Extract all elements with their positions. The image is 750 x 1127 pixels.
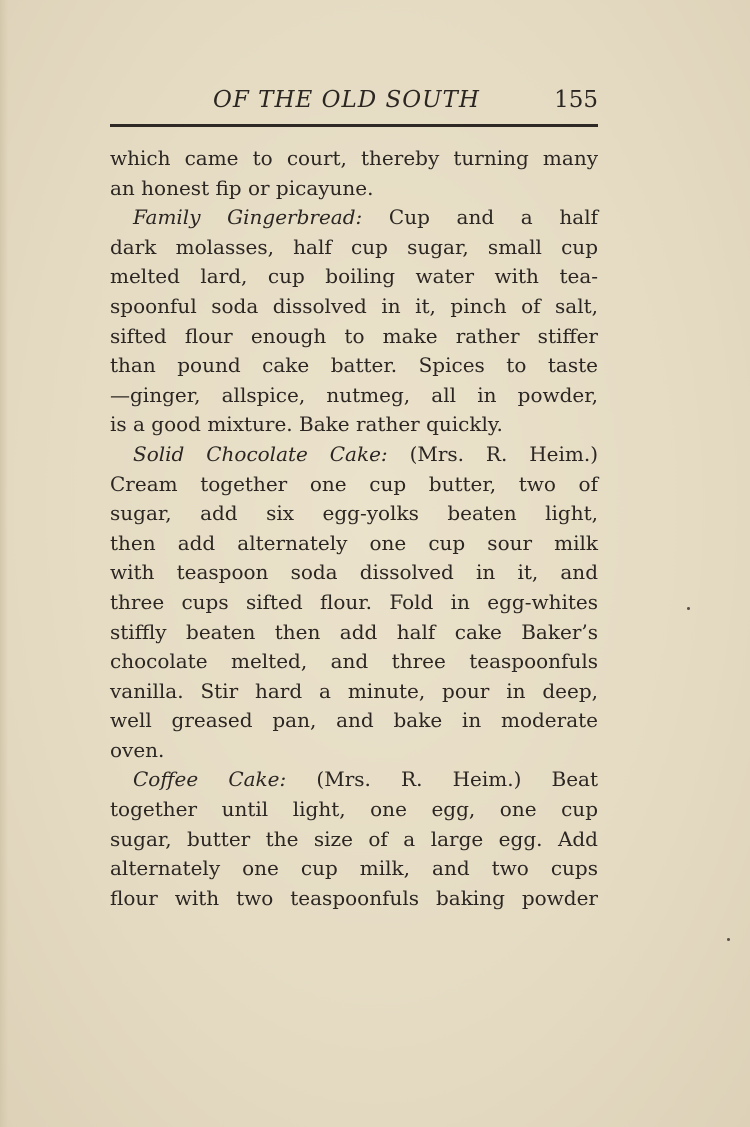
text-line: three cups sifted flour. Fold in egg-whites xyxy=(110,589,598,614)
text-line: melted lard, cup boiling water with tea- xyxy=(110,264,598,289)
text-line: sugar, add six egg-yolks beaten light, xyxy=(110,501,598,526)
text-line: Cream together one cup butter, two of xyxy=(110,471,598,496)
text-line: vanilla. Stir hard a minute, pour in deep, xyxy=(110,678,598,703)
page-edge-shadow xyxy=(0,0,8,1127)
page-number: 155 xyxy=(554,87,598,113)
text-line-recipe-start xyxy=(110,440,598,470)
text-line: oven. xyxy=(110,737,165,762)
text-line: alternately one cup milk, and two cups xyxy=(110,856,598,881)
text-line: an honest fip or picayune. xyxy=(110,175,374,200)
text-line-recipe-start xyxy=(110,203,598,233)
text-line: —ginger, allspice, nutmeg, all in powder, xyxy=(110,382,598,407)
text-line: stiffly beaten then add half cake Baker’s xyxy=(110,619,598,644)
body-text xyxy=(110,144,598,913)
recipe-title-coffee-cake: Coffee Cake: xyxy=(133,767,287,792)
text-line: chocolate melted, and three teaspoonfuls xyxy=(110,649,598,674)
recipe-text: (Mrs. R. Heim.) Beat xyxy=(316,767,599,792)
recipe-title-chocolate-cake: Solid Chocolate Cake: xyxy=(133,441,388,466)
running-title: OF THE OLD SOUTH xyxy=(213,87,480,113)
paper-speck xyxy=(687,607,690,610)
recipe-text: Cup and a half xyxy=(388,205,598,230)
text-line: with teaspoon soda dissolved in it, and xyxy=(110,560,598,585)
text-line: then add alternately one cup sour milk xyxy=(110,530,598,555)
text-line-recipe-start xyxy=(110,765,598,795)
text-line: than pound cake batter. Spices to taste xyxy=(110,353,598,378)
text-line: flour with two teaspoonfuls baking powder xyxy=(110,885,598,910)
text-line: dark molasses, half cup sugar, small cup xyxy=(110,234,598,259)
text-line: sifted flour enough to make rather stiffer xyxy=(110,323,598,348)
paper-speck xyxy=(727,938,730,941)
text-line: which came to court, thereby turning many xyxy=(110,146,598,170)
text-line: sugar, butter the size of a large egg. Add xyxy=(110,826,598,851)
text-line: well greased pan, and bake in moderate xyxy=(110,708,598,733)
text-line: is a good mixture. Bake rather quickly. xyxy=(110,412,503,437)
recipe-text: (Mrs. R. Heim.) xyxy=(409,441,598,466)
text-line: spoonful soda dissolved in it, pinch of salt, xyxy=(110,293,598,318)
recipe-title-gingerbread: Family Gingerbread: xyxy=(133,205,363,230)
header-rule xyxy=(110,124,598,127)
running-head xyxy=(110,85,598,121)
text-line: together until light, one egg, one cup xyxy=(110,797,598,822)
